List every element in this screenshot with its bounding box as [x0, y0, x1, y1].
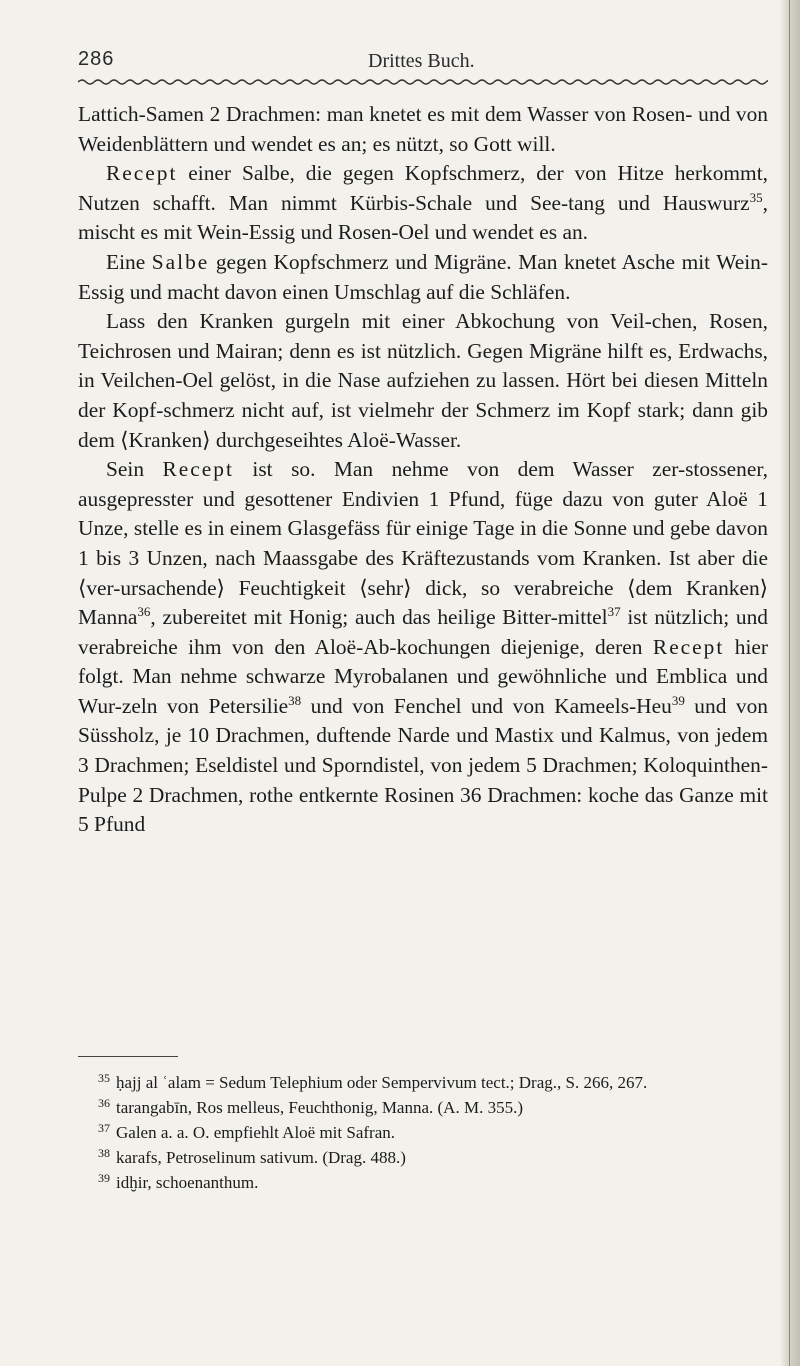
footnote-text: tarangabīn, Ros melleus, Feuchthonig, Manna. (A. M. 355.) [116, 1098, 523, 1117]
footnote-text: Galen a. a. O. empfiehlt Aloë mit Safran. [116, 1123, 395, 1142]
footnote-ref: 36 [137, 604, 151, 620]
footnote-number: 38 [98, 1146, 110, 1160]
paragraph-text: ist so. Man nehme von dem Wasser zer-stossener, ausgepresster und gesottener Endivien 1 Pfund, füge dazu von guter Aloë 1 Unze, stelle es in einem Glasgefäss für einige Tage in die Sonne und gebe davon 1 bis 3 Unzen, nach Maassgabe des Kräftezustands vom Kranken. Ist aber die ⟨ver-ursachende⟩ Feuchtigkeit ⟨sehr⟩ dick, so verabreiche ⟨dem Kranken⟩ Manna [78, 457, 768, 630]
footnote-text: ḥajj al ʿalam = Sedum Telephium oder Sempervivum tect.; Drag., S. 266, 267. [116, 1073, 648, 1092]
paragraph-text: und von Fenchel und von Kameels-Heu [301, 693, 672, 718]
footnote-text: idḫir, schoenanthum. [116, 1173, 259, 1192]
paragraph-lead: Sein [106, 457, 163, 482]
paragraph-2 [78, 159, 768, 248]
page-edge-line [789, 0, 790, 1366]
page-edge [780, 0, 800, 1366]
paragraph-text: Lass den Kranken gurgeln mit einer Abkochung von Veil-chen, Rosen, Teichrosen und Mairan; denn es ist nützlich. Gegen Migräne hilft es, Erdwachs, in Veilchen-Oel gelöst, in die Nase aufziehen zu lassen. Hört bei diesen Mitteln der Kopf-schmerz nicht auf, ist vielmehr der Schmerz im Kopf stark; dann gib dem ⟨Kranken⟩ durchgeseihtes Aloë-Wasser. [78, 309, 768, 452]
footnote-ref: 39 [671, 692, 685, 708]
paragraph-text: ist nützlich; und verabreiche ihm von den Aloë-Ab-kochungen diejenige, deren [78, 605, 768, 659]
footnotes [78, 1070, 768, 1195]
paragraph-1 [78, 100, 768, 159]
paragraph-text: und von Süssholz, je 10 Drachmen, duftende Narde und Mastix und Kalmus, von jedem 3 Drachmen; Eseldistel und Sporndistel, von jedem 5 Drachmen; Koloquinthen-Pulpe 2 Drachmen, rothe entkernte Rosinen 36 Drachmen: koche das Ganze mit 5 Pfund [78, 693, 768, 837]
spaced-term: Recept [106, 161, 178, 186]
footnote-number: 37 [98, 1121, 110, 1135]
paragraph-text: hier folgt. Man nehme schwarze Myrobalanen und gewöhnliche und Emblica und Wur-zeln von Petersilie [78, 634, 768, 718]
footnote-number: 36 [98, 1096, 110, 1110]
footnote-number: 39 [98, 1171, 110, 1185]
footnote-35 [78, 1070, 768, 1095]
spaced-term: Recept [652, 634, 725, 659]
footnote-divider [78, 1056, 178, 1057]
paragraph-text: Lattich-Samen 2 Drachmen: man knetet es mit dem Wasser von Rosen- und von Weidenblättern und wendet es an; es nützt, so Gott will. [78, 102, 768, 156]
paragraph-4 [78, 307, 768, 455]
decorative-wavy-rule [78, 78, 768, 86]
footnote-37 [78, 1120, 768, 1145]
paragraph-5 [78, 455, 768, 840]
paragraph-text: , zubereitet mit Honig; auch das heilige Bitter-mittel [150, 605, 608, 630]
paragraph-text: einer Salbe, die gegen Kopfschmerz, der von Hitze herkommt, Nutzen schafft. Man nimmt Kürbis-Schale und See-tang und Hauswurz [78, 161, 768, 215]
footnote-ref: 35 [749, 189, 763, 205]
paragraph-text: , mischt es mit Wein-Essig und Rosen-Oel und wendet es an. [78, 190, 768, 245]
paragraph-text: gegen Kopfschmerz und Migräne. Man knetet Asche mit Wein-Essig und macht davon einen Umschlag auf die Schläfen. [78, 249, 768, 304]
footnote-ref: 37 [607, 604, 621, 620]
paragraph-lead: Eine [106, 249, 152, 274]
running-head: Drittes Buch. [368, 50, 475, 72]
spaced-term: Recept [162, 457, 234, 482]
page-number: 286 [78, 48, 115, 70]
spaced-term: Salbe [151, 249, 210, 274]
footnote-number: 35 [98, 1071, 110, 1085]
page-header [78, 48, 768, 88]
footnote-text: karafs, Petroselinum sativum. (Drag. 488.) [116, 1148, 406, 1167]
body-text [78, 100, 768, 840]
footnote-ref: 38 [288, 692, 302, 708]
footnote-38 [78, 1145, 768, 1170]
footnote-39 [78, 1170, 768, 1195]
footnote-36 [78, 1095, 768, 1120]
paragraph-3 [78, 248, 768, 307]
